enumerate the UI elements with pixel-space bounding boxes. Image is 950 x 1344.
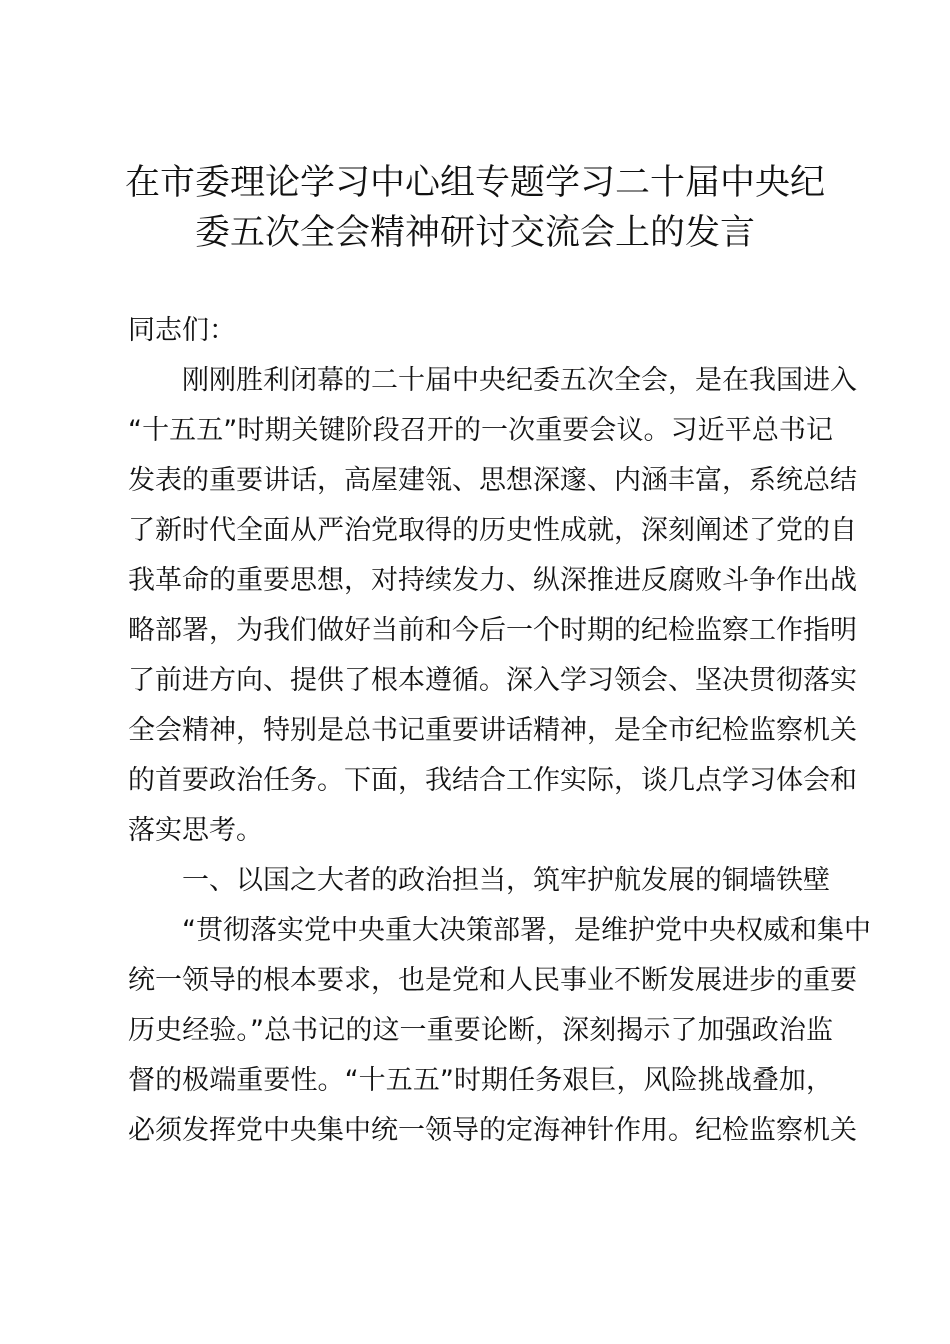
paragraph-line: 刚刚胜利闭幕的二十届中央纪委五次全会，是在我国进入 bbox=[182, 365, 857, 396]
paragraph-line: 历史经验。”总书记的这一重要论断，深刻揭示了加强政治监 bbox=[128, 1015, 833, 1046]
paragraph-line: 发表的重要讲话，高屋建瓴、思想深邃、内涵丰富，系统总结 bbox=[128, 465, 857, 496]
paragraph-line: 了新时代全面从严治党取得的历史性成就，深刻阐述了党的自 bbox=[128, 515, 857, 546]
document-title bbox=[100, 158, 850, 258]
paragraph-line: “贯彻落实党中央重大决策部署，是维护党中央权威和集中 bbox=[182, 915, 871, 946]
intro-paragraph bbox=[128, 356, 857, 856]
paragraph-line: 全会精神，特别是总书记重要讲话精神，是全市纪检监察机关 bbox=[128, 715, 857, 746]
salutation: 同志们： bbox=[128, 315, 236, 346]
section-paragraph bbox=[128, 906, 871, 1156]
paragraph-line: 了前进方向、提供了根本遵循。深入学习领会、坚决贯彻落实 bbox=[128, 665, 857, 696]
title-line-1: 在市委理论学习中心组专题学习二十届中央纪 bbox=[124, 163, 825, 203]
title-line-2: 委五次全会精神研讨交流会上的发言 bbox=[194, 213, 755, 253]
paragraph-line: “十五五”时期关键阶段召开的一次重要会议。习近平总书记 bbox=[128, 415, 833, 446]
paragraph-line: 我革命的重要思想，对持续发力、纵深推进反腐败斗争作出战 bbox=[128, 565, 857, 596]
paragraph-line: 略部署，为我们做好当前和今后一个时期的纪检监察工作指明 bbox=[128, 615, 857, 646]
paragraph-line: 督的极端重要性。“十五五”时期任务艰巨，风险挑战叠加， bbox=[128, 1065, 833, 1096]
paragraph-line: 落实思考。 bbox=[128, 815, 263, 846]
paragraph-line: 的首要政治任务。下面，我结合工作实际，谈几点学习体会和 bbox=[128, 765, 857, 796]
paragraph-line: 统一领导的根本要求，也是党和人民事业不断发展进步的重要 bbox=[128, 965, 857, 996]
document-body bbox=[128, 306, 871, 1156]
paragraph-line: 必须发挥党中央集中统一领导的定海神针作用。纪检监察机关 bbox=[128, 1115, 857, 1146]
section-heading: 一、以国之大者的政治担当，筑牢护航发展的铜墙铁壁 bbox=[182, 865, 830, 896]
